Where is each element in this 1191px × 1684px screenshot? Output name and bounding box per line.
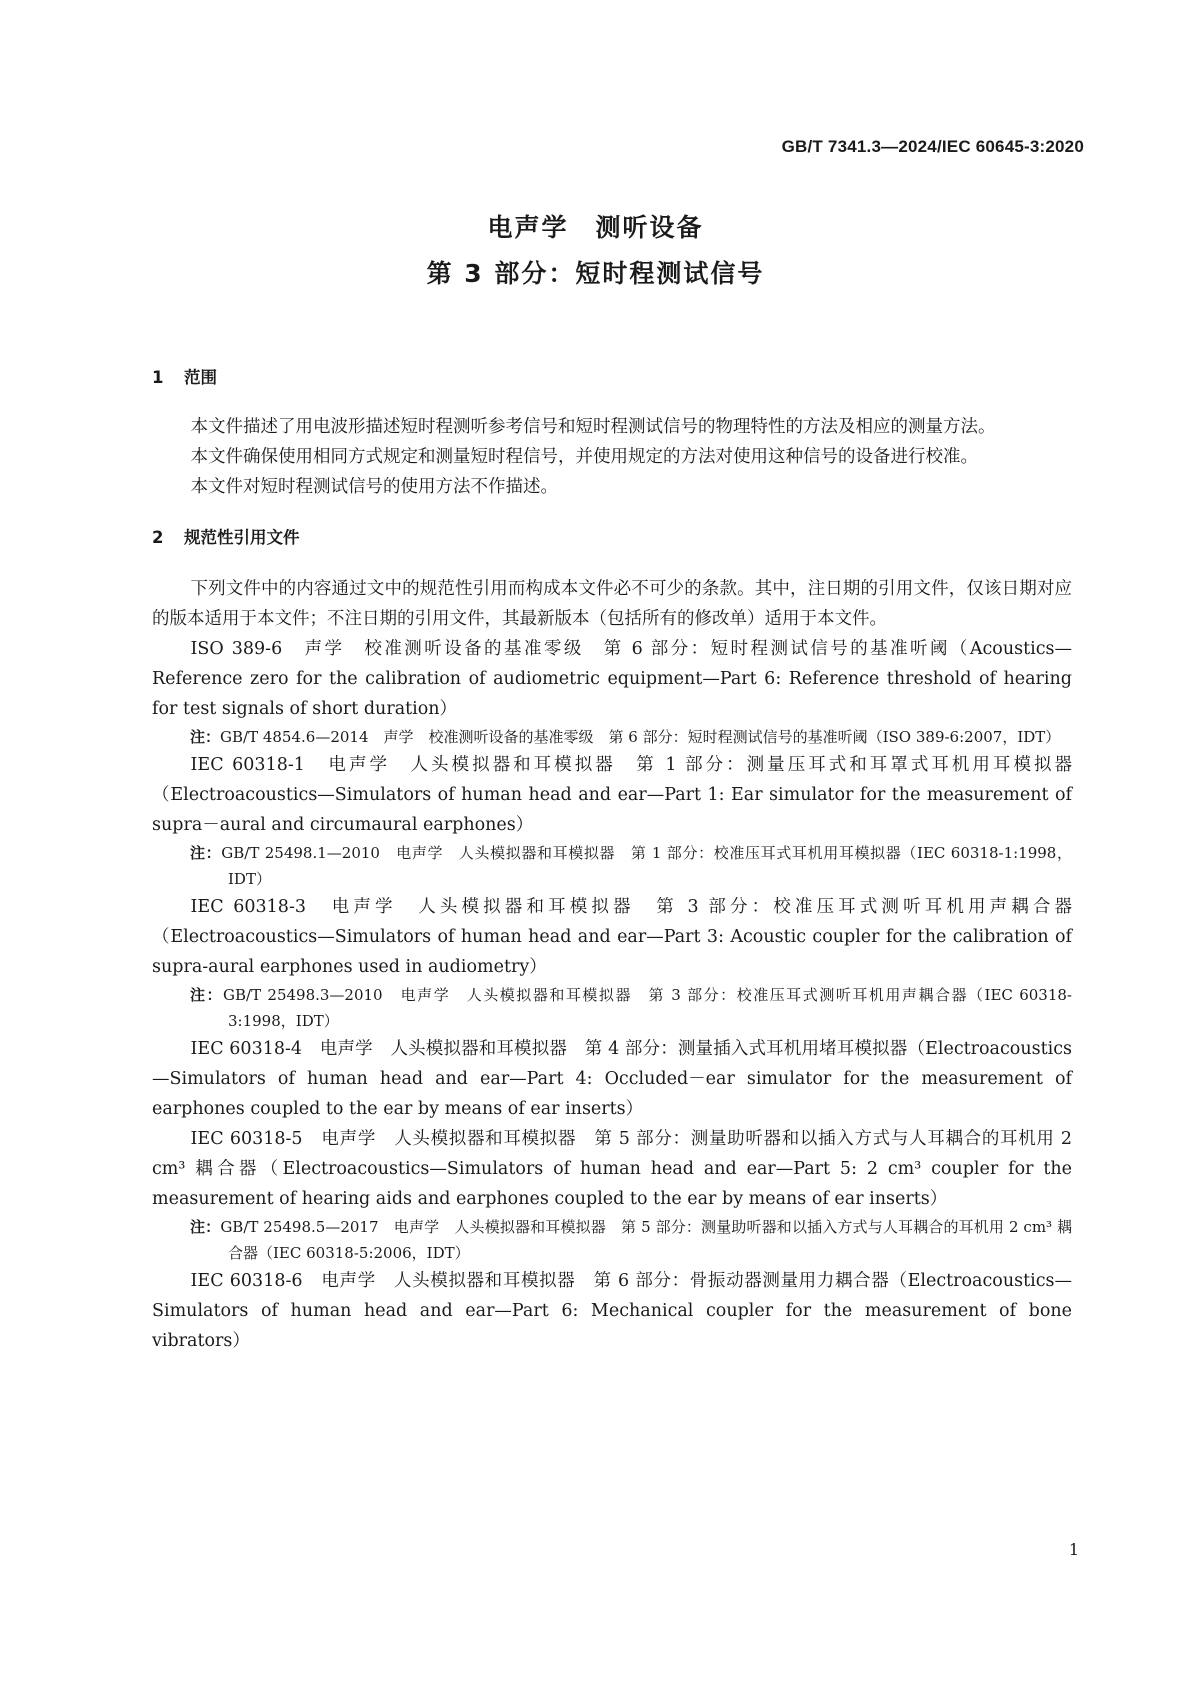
paragraph: 本文件对短时程测试信号的使用方法不作描述。 [190, 477, 558, 497]
reference-item: IEC 60318-1 电声学 人头模拟器和耳模拟器 第 1 部分：测量压耳式和耳罩式耳机用耳模拟器（Electroacoustics—Simulators of human head and ear—Part 1: Ear simulator for the measurement of supra－aural and circumaural earphones） [152, 755, 1072, 835]
reference-item: IEC 60318-4 电声学 人头模拟器和耳模拟器 第 4 部分：测量插入式耳机用堵耳模拟器（Electroacoustics—Simulators of human head and ear—Part 4: Occluded－ear simulator for the measurement of earphones coupled to the ear by means of ear inserts） [152, 1039, 1072, 1119]
reference-item: ISO 389-6 声学 校准测听设备的基准零级 第 6 部分：短时程测试信号的基准听阈（Acoustics—Reference zero for the calibration of audiometric equipment—Part 6: Reference threshold of hearing for test signals of short duration） [152, 639, 1072, 719]
reference-item: IEC 60318-5 电声学 人头模拟器和耳模拟器 第 5 部分：测量助听器和以插入方式与人耳耦合的耳机用 2 cm³ 耦合器（Electroacoustics—Simulators of human head and ear—Part 5: 2 cm³ coupler for the measurement of hearing aids and earphones coupled to the ear by means of ear inserts） [152, 1129, 1072, 1209]
reference-item: IEC 60318-6 电声学 人头模拟器和耳模拟器 第 6 部分：骨振动器测量用力耦合器（Electroacoustics—Simulators of human head and ear—Part 6: Mechanical coupler for the measurement of bone vibrators） [152, 1271, 1072, 1351]
reference-item: IEC 60318-3 电声学 人头模拟器和耳模拟器 第 3 部分：校准压耳式测听耳机用声耦合器（Electroacoustics—Simulators of human head and ear—Part 3: Acoustic coupler for the calibration of supra-aural earphones used in audiometry） [152, 897, 1072, 977]
reference-note: 注：GB/T 4854.6—2014 声学 校准测听设备的基准零级 第 6 部分：短时程测试信号的基准听阈（ISO 389-6:2007，IDT） [190, 728, 1061, 746]
title-line-2: 第 3 部分：短时程测试信号 [426, 259, 765, 288]
paragraph: 本文件确保使用相同方式规定和测量短时程信号，并使用规定的方法对使用这种信号的设备进行校准。 [190, 447, 978, 467]
references-intro: 下列文件中的内容通过文中的规范性引用而构成本文件必不可少的条款。其中，注日期的引用文件，仅该日期对应的版本适用于本文件；不注日期的引用文件，其最新版本（包括所有的修改单）适用于本文件。 [152, 579, 1072, 629]
reference-note: 注：GB/T 25498.3—2010 电声学 人头模拟器和耳模拟器 第 3 部分：校准压耳式测听耳机用声耦合器（IEC 60318-3:1998，IDT） [190, 986, 1072, 1030]
title-line-1: 电声学 测听设备 [487, 213, 704, 242]
document-body [152, 364, 1072, 1356]
section-heading-scope: 1 范围 [152, 368, 217, 387]
standard-code: GB/T 7341.3—2024/IEC 60645-3:2020 [781, 137, 1084, 156]
page-number: 1 [1068, 1540, 1079, 1559]
paragraph: 本文件描述了用电波形描述短时程测听参考信号和短时程测试信号的物理特性的方法及相应的测量方法。 [190, 417, 996, 437]
reference-note: 注：GB/T 25498.5—2017 电声学 人头模拟器和耳模拟器 第 5 部分：测量助听器和以插入方式与人耳耦合的耳机用 2 cm³ 耦合器（IEC 60318-5:2006，IDT） [190, 1218, 1072, 1262]
section-heading-normative-references: 2 规范性引用文件 [152, 528, 300, 547]
reference-note: 注：GB/T 25498.1—2010 电声学 人头模拟器和耳模拟器 第 1 部分：校准压耳式耳机用耳模拟器（IEC 60318-1:1998，IDT） [190, 844, 1072, 888]
